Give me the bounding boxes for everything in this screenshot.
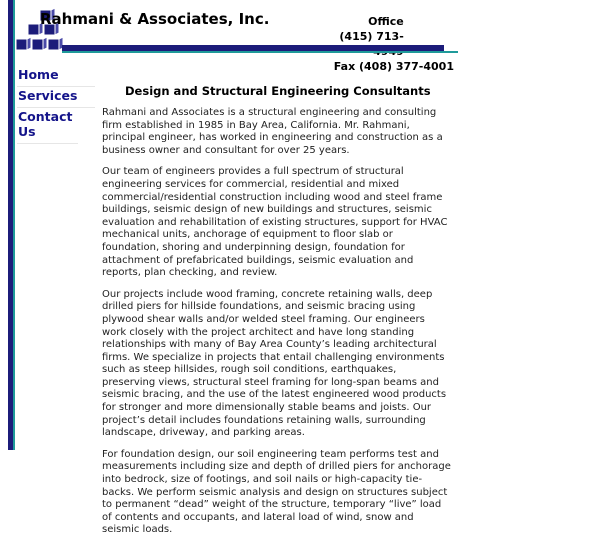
paragraph-intro: Rahmani and Associates is a structural engineering and consulting firm established in 1985 in Bay Area, California. Mr. Rahmani, principal engineer, has worked in engineering and construction as a business owner and consultant for over 25 years.: [102, 107, 443, 156]
page-title: Design and Structural Engineering Consultants: [125, 84, 431, 98]
contact-info: [334, 14, 454, 74]
paragraph-foundation: For foundation design, our soil engineering team performs test and measurements including size and depth of drilled piers for anchorage into bedrock, size of footings, and soil nails or high-capacity tie-backs. We perform seismic analysis and design on structures subject to permanent “dead” weight of the structure, temporary “live” load of contents and occupants, and lateral load of wind, snow and seismic loads.: [102, 448, 451, 536]
sidebar-nav: [17, 66, 95, 144]
nav-item-services[interactable]: Services: [17, 87, 95, 108]
nav-item-contact-us[interactable]: Contact Us: [17, 108, 78, 144]
left-accent-stripe: [13, 0, 15, 450]
company-name: Rahmani & Associates, Inc.: [40, 10, 270, 28]
header-rule-accent: [62, 51, 458, 53]
office-phone: Office (415) 713-: [339, 15, 404, 43]
main-content: [102, 107, 452, 546]
paragraph-services: Our team of engineers provides a full spectrum of structural engineering services for commercial, residential and mixed commercial/residential construction including wood and steel frame buildings, seismic design of new buildings and structures, seismic evaluation and rehabilitation of existing structures, support for HVAC mechanical units, anchorage of equipment to floor slab or foundation, shoring and underpinning design, foundation for attachment of prefabricated buildings, seismic evaluation and reports, plan checking, and review.: [102, 166, 448, 279]
paragraph-projects: Our projects include wood framing, concrete retaining walls, deep drilled piers for hillside foundations, and seismic bracing using plywood shear walls and/or welded steel framing. Our engineers work closely with the project architect and have long standing relationships with many of Bay Area County’s leading architectural firms. We specialize in projects that entail challenging environments such as steep hillsides, rough soil conditions, earthquakes, preserving views, structural steel framing for long-span beams and seismic bracing, and the use of the latest engineered wood products for stronger and more dimensionally stable beams and joists. Our project’s detail includes foundations retaining walls, surrounding landscape, driveway, and parking areas.: [102, 288, 447, 439]
fax-number: Fax (408) 377-4001: [333, 60, 454, 73]
nav-item-home[interactable]: Home: [17, 66, 95, 87]
